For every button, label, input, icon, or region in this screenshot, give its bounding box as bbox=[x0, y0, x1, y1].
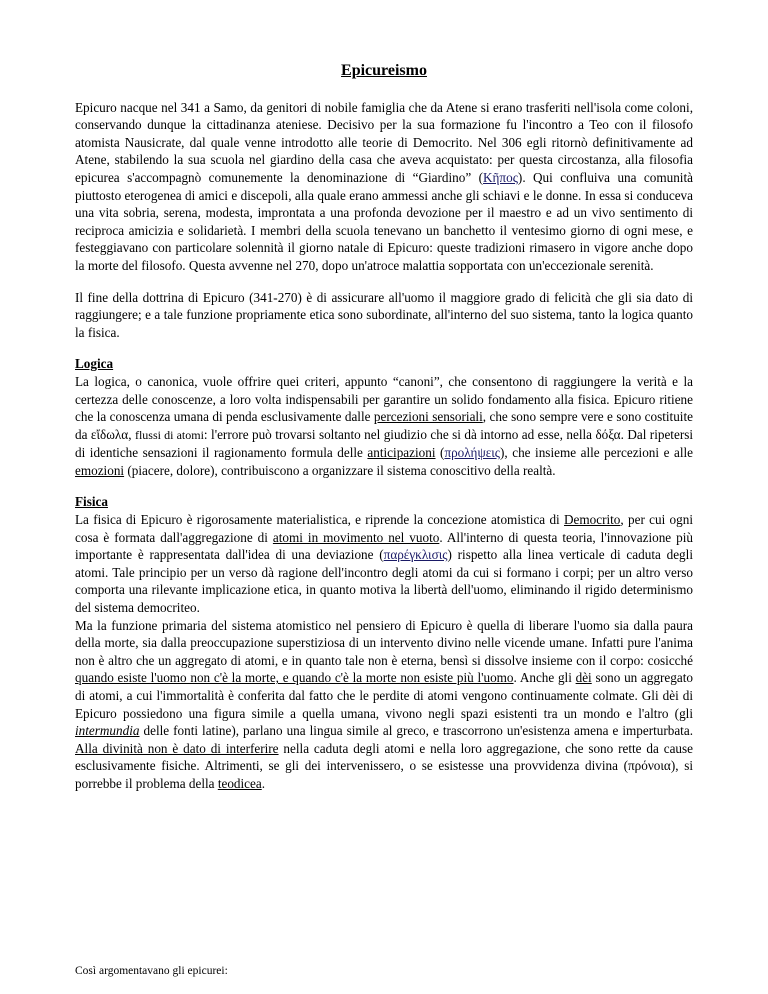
fisica-section: Fisica La fisica di Epicuro è rigorosamente materialistica, e riprende la concezione atomistica di Democrito, per cui ogni cosa è formata dall'aggregazione di atomi in movimento nel vuoto. All'interno di questa teoria, l'innovazione più importante è rappresentata dall'idea di una deviazione (παρέγκλισις) rispetto alla linea verticale di caduta degli atomi. Tale principio per un verso dà ragione dell'incontro degli atomi da cui si formano i corpi; per un altro verso comporta una rilevante implicazione etica, in quanto motiva la libertà dell'uomo, eliminando il rigido determinismo del sistema democriteo. Ma la funzione primaria del sistema atomistico nel pensiero di Epicuro è quella di liberare l'uomo sia dalla paura della morte, sia dalla preoccupazione superstiziosa di un intervento divino nelle vicende umane. Infatti pure l'anima non è altro che un aggregato di atomi, e in quanto tale non è eterna, bensì si dissolve insieme con il corpo: cosicché quando esiste l'uomo non c'è la morte, e quando c'è la morte non esiste più l'uomo. Anche gli dèi sono un aggregato di atomi, a cui l'immortalità è conferita dal fatto che le perdite di atomi vengono continuamente colmate. Gli dèi di Epicuro possiedono una figura simile a quella umana, vivono negli spazi esistenti tra un mondo e l'altro (gli intermundia delle fonti latine), parlano una lingua simile al greco, e trascorrono un'esistenza amena e imperturbata. Alla divinità non è dato di interferire nella caduta degli atomi e nella loro aggregazione, che sono rette da cause esclusivamente fisiche. Altrimenti, se gli dei intervenissero, o se esistesse una provvidenza divina (πρόνοια), si porrebbe il problema della teodicea. bbox=[75, 494, 694, 791]
footer-text: Così argomentavano gli epicurei: bbox=[75, 965, 228, 977]
document-page bbox=[75, 62, 693, 793]
link-intermundia[interactable]: intermundia bbox=[75, 723, 140, 739]
link-democrito[interactable]: Democrito bbox=[564, 512, 621, 528]
greek-term: προλήψεις bbox=[444, 445, 501, 461]
intro-paragraph: Epicuro nacque nel 341 a Samo, da genitori di nobile famiglia che da Atene si erano trasferiti nell'isola come coloni, conservando dunque la cittadinanza ateniese. Decisivo per la sua formazione fu l'incontro a Teo con il filosofo atomista Nausicrate, dal quale venne introdotto alle teorie di Democrito. Nel 306 egli ritornò definitivamente ad Atene, stabilendo la sua scuola nel giardino della casa che aveva acquistato: per questa circostanza, alla filosofia epicurea s'accompagnò comunemente la denominazione di “Giardino” (Κῆπος). Qui confluiva una comunità piuttosto eterogenea di amici e discepoli, alla quale erano ammessi anche gli schiavi e le donne. In essa si conduceva una vita sobria, serena, modesta, improntata a una profonda devozione per il maestro e ad un vivo sentimento di reciproca amicizia e solidarietà. I membri della scuola tenevano un banchetto il ventesimo giorno di ogni mese, e festeggiavano con particolare solennità il giorno natale di Epicuro: queste tradizioni rimasero in vigore anche dopo la morte del filosofo. Questa avvenne nel 270, dopo un'atroce malattia sopportata con un'eccezionale serenità. bbox=[75, 99, 693, 273]
link-dei[interactable]: dèi bbox=[575, 670, 592, 686]
link-anticipazioni[interactable]: anticipazioni bbox=[367, 445, 436, 461]
page-title: Epicureismo bbox=[341, 62, 427, 79]
greek-term: παρέγκλισις bbox=[383, 547, 448, 563]
link-teodicea[interactable]: teodicea bbox=[217, 775, 262, 791]
link-percezioni[interactable]: percezioni sensoriali bbox=[373, 409, 483, 425]
greek-term: Κῆπος bbox=[483, 169, 518, 185]
link-atomi[interactable]: atomi in movimento nel vuoto bbox=[272, 529, 440, 545]
logica-section: Logica La logica, o canonica, vuole offrire quei criteri, appunto “canoni”, che consentono di raggiungere la verità e la certezza delle conoscenze, a loro volta indispensabili per garantire un solido fondamento alla fisica. Epicuro ritiene che la conoscenza umana di penda esclusivamente dalle percezioni sensoriali, che sono sempre vere e sono costituite da εἴδωλα, flussi di atomi: l'errore può trovarsi soltanto nel giudizio che si dà intorno ad esse, nella δόξα. Dal ripetersi di identiche sensazioni il ragionamento formula delle anticipazioni (προλήψεις), che insieme alle percezioni e alle emozioni (piacere, dolore), contribuiscono a organizzare il sistema conoscitivo della realtà. bbox=[75, 356, 694, 478]
link-morte[interactable]: quando esiste l'uomo non c'è la morte, e quando c'è la morte non esiste più l'uomo bbox=[75, 670, 514, 686]
aim-paragraph: Il fine della dottrina di Epicuro (341-270) è di assicurare all'uomo il maggiore grado di felicità che gli sia dato di raggiungere; e a tale funzione propriamente etica sono subordinate, all'interno del suo sistema, tanto la logica quanto la fisica. bbox=[75, 289, 693, 340]
section-heading-fisica: Fisica bbox=[75, 494, 108, 510]
link-emozioni[interactable]: emozioni bbox=[75, 462, 125, 478]
link-divinita[interactable]: Alla divinità non è dato di interferire bbox=[75, 740, 279, 756]
greek-term: εἴδωλα bbox=[90, 426, 129, 442]
greek-term: πρόνοια bbox=[628, 758, 671, 774]
greek-term: δόξα bbox=[595, 426, 621, 442]
section-heading-logica: Logica bbox=[75, 356, 114, 372]
